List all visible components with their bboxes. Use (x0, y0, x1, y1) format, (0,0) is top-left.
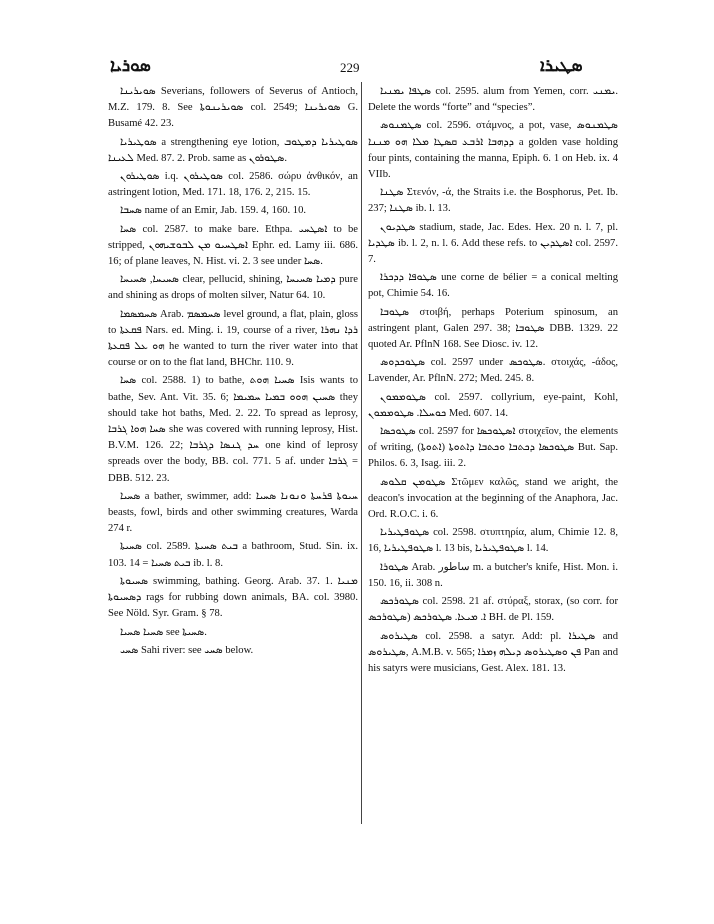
dictionary-entry: ܣܛܘܡܡܘܢ col. 2597. collyrium, eye-paint, Kohl, ܟܘܚܠܐ. ܣܛܘܡܡܘܢ Med. 607. 14. (368, 391, 618, 419)
dictionary-entry: ܣܛܘܦܛܝܪܝܐ col. 2598. στυπτηρία, alum, Chimie 12. 8, 16, ܣܛܘܦܛܝܪܝܐ l. 13 bis, ܣܛܘܦܛܝܪܝܐ l. 14. (368, 527, 618, 555)
dictionary-entry: ܣܘܝܪܝܢܐ Severians, followers of Severus of Antioch, M.Z. 179. 8. See ܣܘܝܪܝܢܘܬܐ col. 2549; ܣܘܝܪܝܢܐ G. Busamé 42. 23. (108, 86, 359, 130)
dictionary-entry: ܣܛܘܦܐ ܕܕܟܪܐ une corne de bélier = a conical melting pot, Chimie 54. 16. (368, 272, 618, 300)
column-divider (361, 82, 362, 824)
dictionary-entry: ܣܛܘܒܐ στοιβή, perhaps Poterium spinosum, an astringent plant, Galen 297. 38; ܣܛܘܒܐ DBB. 1329. 22 quoted Ar. PflnN 168. See Diosc. iv. 12. (368, 306, 618, 351)
dictionary-entry: ܣܛܕܝܘܢ stadium, stade, Jac. Edes. Hex. 20 n. l. 7, pl. ܣܛܕܝܐ ib. l. 2, n. l. 6. Add these refs. to ܐܣܛܕܝܢ col. 2597. 7. (368, 221, 618, 266)
dictionary-entry: ܣܘܛܝܪܝܐ a strengthening eye lotion, ܣܘܛܝܪܝܐ ܕܡܛܘܒ ܠܥܝܢܐ Med. 87. 2. Prob. same as ܣܛܘܪܘܢ. (108, 136, 358, 164)
dictionary-entry: ܣܚܝܘܬܐ swimming, bathing. Georg. Arab. 37. 1. ܡܢܝܐ ܕܣܚܝܘܬܐ rags for rubbing down animals, BA. col. 3980. See Nöld. Syr. Gram. § 78. (108, 575, 358, 620)
right-column (368, 84, 618, 679)
left-column (108, 84, 358, 661)
dictionary-entry: ܣܚܝ Sahi river: see ܣܚܝ below. (120, 644, 254, 656)
dictionary-entry: ܣܚܝܐ ܣܚܝܐ see ܣܚܝܬܐ. (120, 626, 207, 638)
dictionary-entry: ܣܛܘܡܢ ܩܠܘܣ Στῶμεν καλῶς, stand we aright, the deacon's invocation at the beginning of the Anaphora, Jac. Ord. R.O.C. i. 6. (368, 476, 618, 521)
dictionary-entry: ܣܚܝܐ a bather, swimmer, add: ܚܝܘܬܐ ܦܪܚܬܐ ܘܢܘܢܐ ܣܚܝܐ beasts, fowl, birds and other swimming creatures, Warda 274 r. (108, 490, 358, 535)
dictionary-entry: ܣܛܘܪܟܣ col. 2598. 21 af. στύραξ, storax, (so corr. for ܣܛܘܪܟܣ) ܐ. ܡܝܥܐ. ܣܛܘܪܟܣ BH. de Pl. 159. (368, 596, 618, 624)
dictionary-entry: ܣܛܦܐ ܝܡܢܝܐ col. 2595. alum from Yemen, corr. ܝܡܢܝ. Delete the words “forte” and “species”. (368, 86, 618, 114)
dictionary-entry: ܣܛܘܟܕܘܣ col. 2597 under ܣܛܘܟܣ. στοιχάς, -άδος, Lavender, Ar. PflnN. 272; Med. 245. 8. (368, 357, 618, 385)
dictionary-entry: ܣܛܢܐ Στενόν, -ά, the Straits i.e. the Bosphorus, Pet. Ib. 237; ܣܛܢܐ ib. l. 13. (368, 187, 618, 215)
page-number: 229 (340, 60, 360, 75)
dictionary-entry: ܣܛܡܢܘܣ col. 2596. στάμνος, a pot, vase, ܣܛܡܢܘܣ ܕܕܗܒܐ ܐܪܒܥ ܩܣܛܐ ܡܠܐ ܗܘ ܡܢܢܐ a golden vase holding four pints, containing the manna, Epiph. 6. 1 on Heb. ix. 4 VIIb. (368, 120, 619, 181)
dictionary-entry: ܣܚܐ col. 2588. 1) to bathe, ܣܚܝܐ ܗܘܬ Isis wants to bathe, Sev. Ant. Vit. 35. 6; ܣܚܝܢ ܗܘܘ ܒܡܝܐ ܚܡܝܡܐ they should take hot baths, Med. 2. 22. To spread as leprosy, ܣܚܐ ܗܘܐ ܓܪܒܐ she was covered with running leprosy, Hist. B.V.M. 126. 22; ܚܕ ܓܢܣܐ ܕܓܪܒܐ one kind of leprosy spreads over the body, BB. col. 771. 5 af. under ܓܪܒܐ = DBB. 512. 23. (108, 375, 359, 484)
dictionary-entry: ܣܚܝܬܐ col. 2589. ܒܝܬ ܣܚܝܬܐ a bathroom, Stud. Sin. ix. 103. 14 = ܒܝܬ ܣܚܝܐ ib. l. 8. (108, 541, 358, 569)
dictionary-entry: ܣܚܒܐ name of an Emir, Jab. 159. 4, 160. 10. (120, 205, 307, 217)
dictionary-entry: ܣܛܘܟܣܐ col. 2597 for ܐܣܛܘܟܣܐ στοιχεῖον, the elements of writing, ܣܛܘܟܣܐ ܕܟܬܒܐ ܘܟܬܒܐ ܕܐܬܘܬܐ (ܐܬܘܬܐ) But. Sap. Philos. 6. 3, Isag. iii. 2. (368, 426, 618, 470)
running-head-left: ܣܘܪܝܐ (110, 56, 151, 75)
running-head-right: ܣܛܝܪܐ (540, 56, 583, 75)
dictionary-entry: ܣܚܝܚܐ, ܣܚܝܚܐ clear, pellucid, shining, ܕܡܝܐ ܣܚܝܚܐ pure and shining as drops of molten silver, Natur 64. 10. (108, 274, 358, 302)
dictionary-entry: ܣܛܝܪܘܣ col. 2598. a satyr. Add: pl. ܣܛܝܪܐ and ܣܛܝܪܘܣ, A.M.B. v. 565; ܦܢ ܘܣܛܝܪܘܣ ܕܝܠܗ ܙܡܪܐ Pan and his satyrs were musicians, Gest. Alex. 181. 13. (368, 630, 619, 674)
dictionary-entry: ܣܚܡܣܡܐ Arab. ܣܚܡܣܡ level ground, a flat, plain, gloss to ܦܩܥܬܐ Nars. ed. Ming. i. 19, course of a river, ܪܕܐ ܢܗܪܐ ܗܘ ܥܠ ܦܩܥܬܐ he wanted to turn the river water into that course or on to the flat land, BHChr. 110. 9. (108, 308, 359, 369)
dictionary-entry: ܣܘܛܝܪܘܢ i.q. ܣܘܛܝܪܘܢ col. 2586. σώρυ ἀνθικόν, an astringent lotion, Med. 171. 18, 176. 2, 215. 15. (108, 171, 358, 199)
dictionary-entry: ܣܛܘܪܐ Arab. ساطور m. a butcher's knife, Hist. Mon. i. 150. 16, ii. 308 n. (368, 561, 619, 589)
dictionary-entry: ܣܚܐ col. 2587. to make bare. Ethpa. ܐܣܛܚܝ to be stripped, ܐܣܛܚܝܘ ܡܢ ܠܒܘܫܝܗܘܢ Ephr. ed. Lamy iii. 686. 16; of plane leaves, N. Hist. vi. 2. 3 see under ܣܚܐ. (108, 223, 358, 268)
